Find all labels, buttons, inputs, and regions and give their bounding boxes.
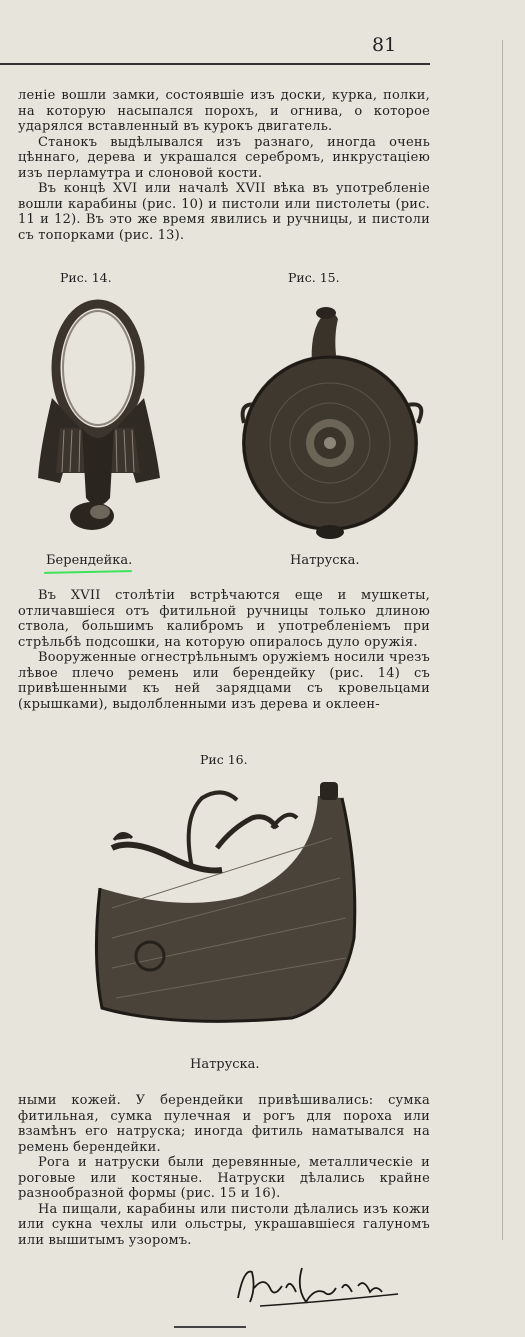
page-edge-line	[502, 40, 503, 1240]
figure-16-caption: Натруска.	[190, 1057, 260, 1072]
figure-14-label: Рис. 14.	[60, 270, 112, 285]
header-rule	[0, 63, 430, 65]
handwritten-signature	[230, 1258, 405, 1318]
paragraph: Въ XVII столѣтіи встрѣчаются еще и мушкеты, отличавшіеся отъ фитильной ручницы только длиною ствола, большимъ калибромъ и употребленіемъ при стрѣльбѣ подсошки, на которую опиралось дуло оружія.	[18, 588, 430, 650]
natruska-horn-illustration	[92, 778, 362, 1033]
berendeyka-illustration	[30, 298, 165, 543]
paragraph: Станокъ выдѣлывался изъ разнаго, иногда очень цѣннаго, дерева и украшался серебромъ, инкрустаціею изъ перламутра и слоновой кости.	[18, 134, 430, 181]
paragraph: На пищали, карабины или пистоли дѣлались изъ кожи или сукна чехлы или ольстры, украшавшіеся галуномъ или вышитымъ узоромъ.	[18, 1201, 430, 1248]
figure-14-caption: Берендейка.	[46, 553, 133, 568]
paragraph: Въ концѣ XVI или началѣ XVII вѣка въ употребленіе вошли карабины (рис. 10) и пистоли или пистолеты (рис. 11 и 12). Въ это же время явились и ручницы, и пистоли съ топорками (рис. 13).	[18, 181, 430, 243]
figure-15-label: Рис. 15.	[288, 270, 340, 285]
paragraph: Вооруженные огнестрѣльнымъ оружіемъ носили чрезъ лѣвое плечо ремень или берендейку (рис. 14) съ привѣшенными къ ней зарядцами съ кровельцами (крышками), выдолбленными изъ дерева и оклеен-	[18, 650, 431, 712]
natruska-round-illustration	[232, 305, 432, 540]
text-bottom	[18, 1093, 430, 1248]
text-top	[18, 88, 430, 243]
paragraph: леніе вошли замки, состоявшіе изъ доски, курка, полки, на которую насыпался порохъ, и огнива, о которое ударялся вставленный въ курокъ двигатель.	[18, 88, 430, 134]
footer-rule	[174, 1326, 246, 1328]
page-number: 81	[372, 34, 397, 56]
figure-16-label: Рис 16.	[200, 752, 248, 767]
paragraph: Рога и натруски были деревянные, металлическіе и роговые или костяные. Натруски дѣлались крайне разнообразной формы (рис. 15 и 16).	[18, 1155, 430, 1201]
figure-15-caption: Натруска.	[290, 553, 360, 568]
green-underline-annotation	[44, 570, 132, 574]
paragraph: ными кожей. У берендейки привѣшивались: сумка фитильная, сумка пулечная и рогъ для пороха или взамѣнъ его натруска; иногда фитиль наматывался на ремень берендейки.	[18, 1093, 430, 1155]
text-middle	[18, 588, 430, 712]
